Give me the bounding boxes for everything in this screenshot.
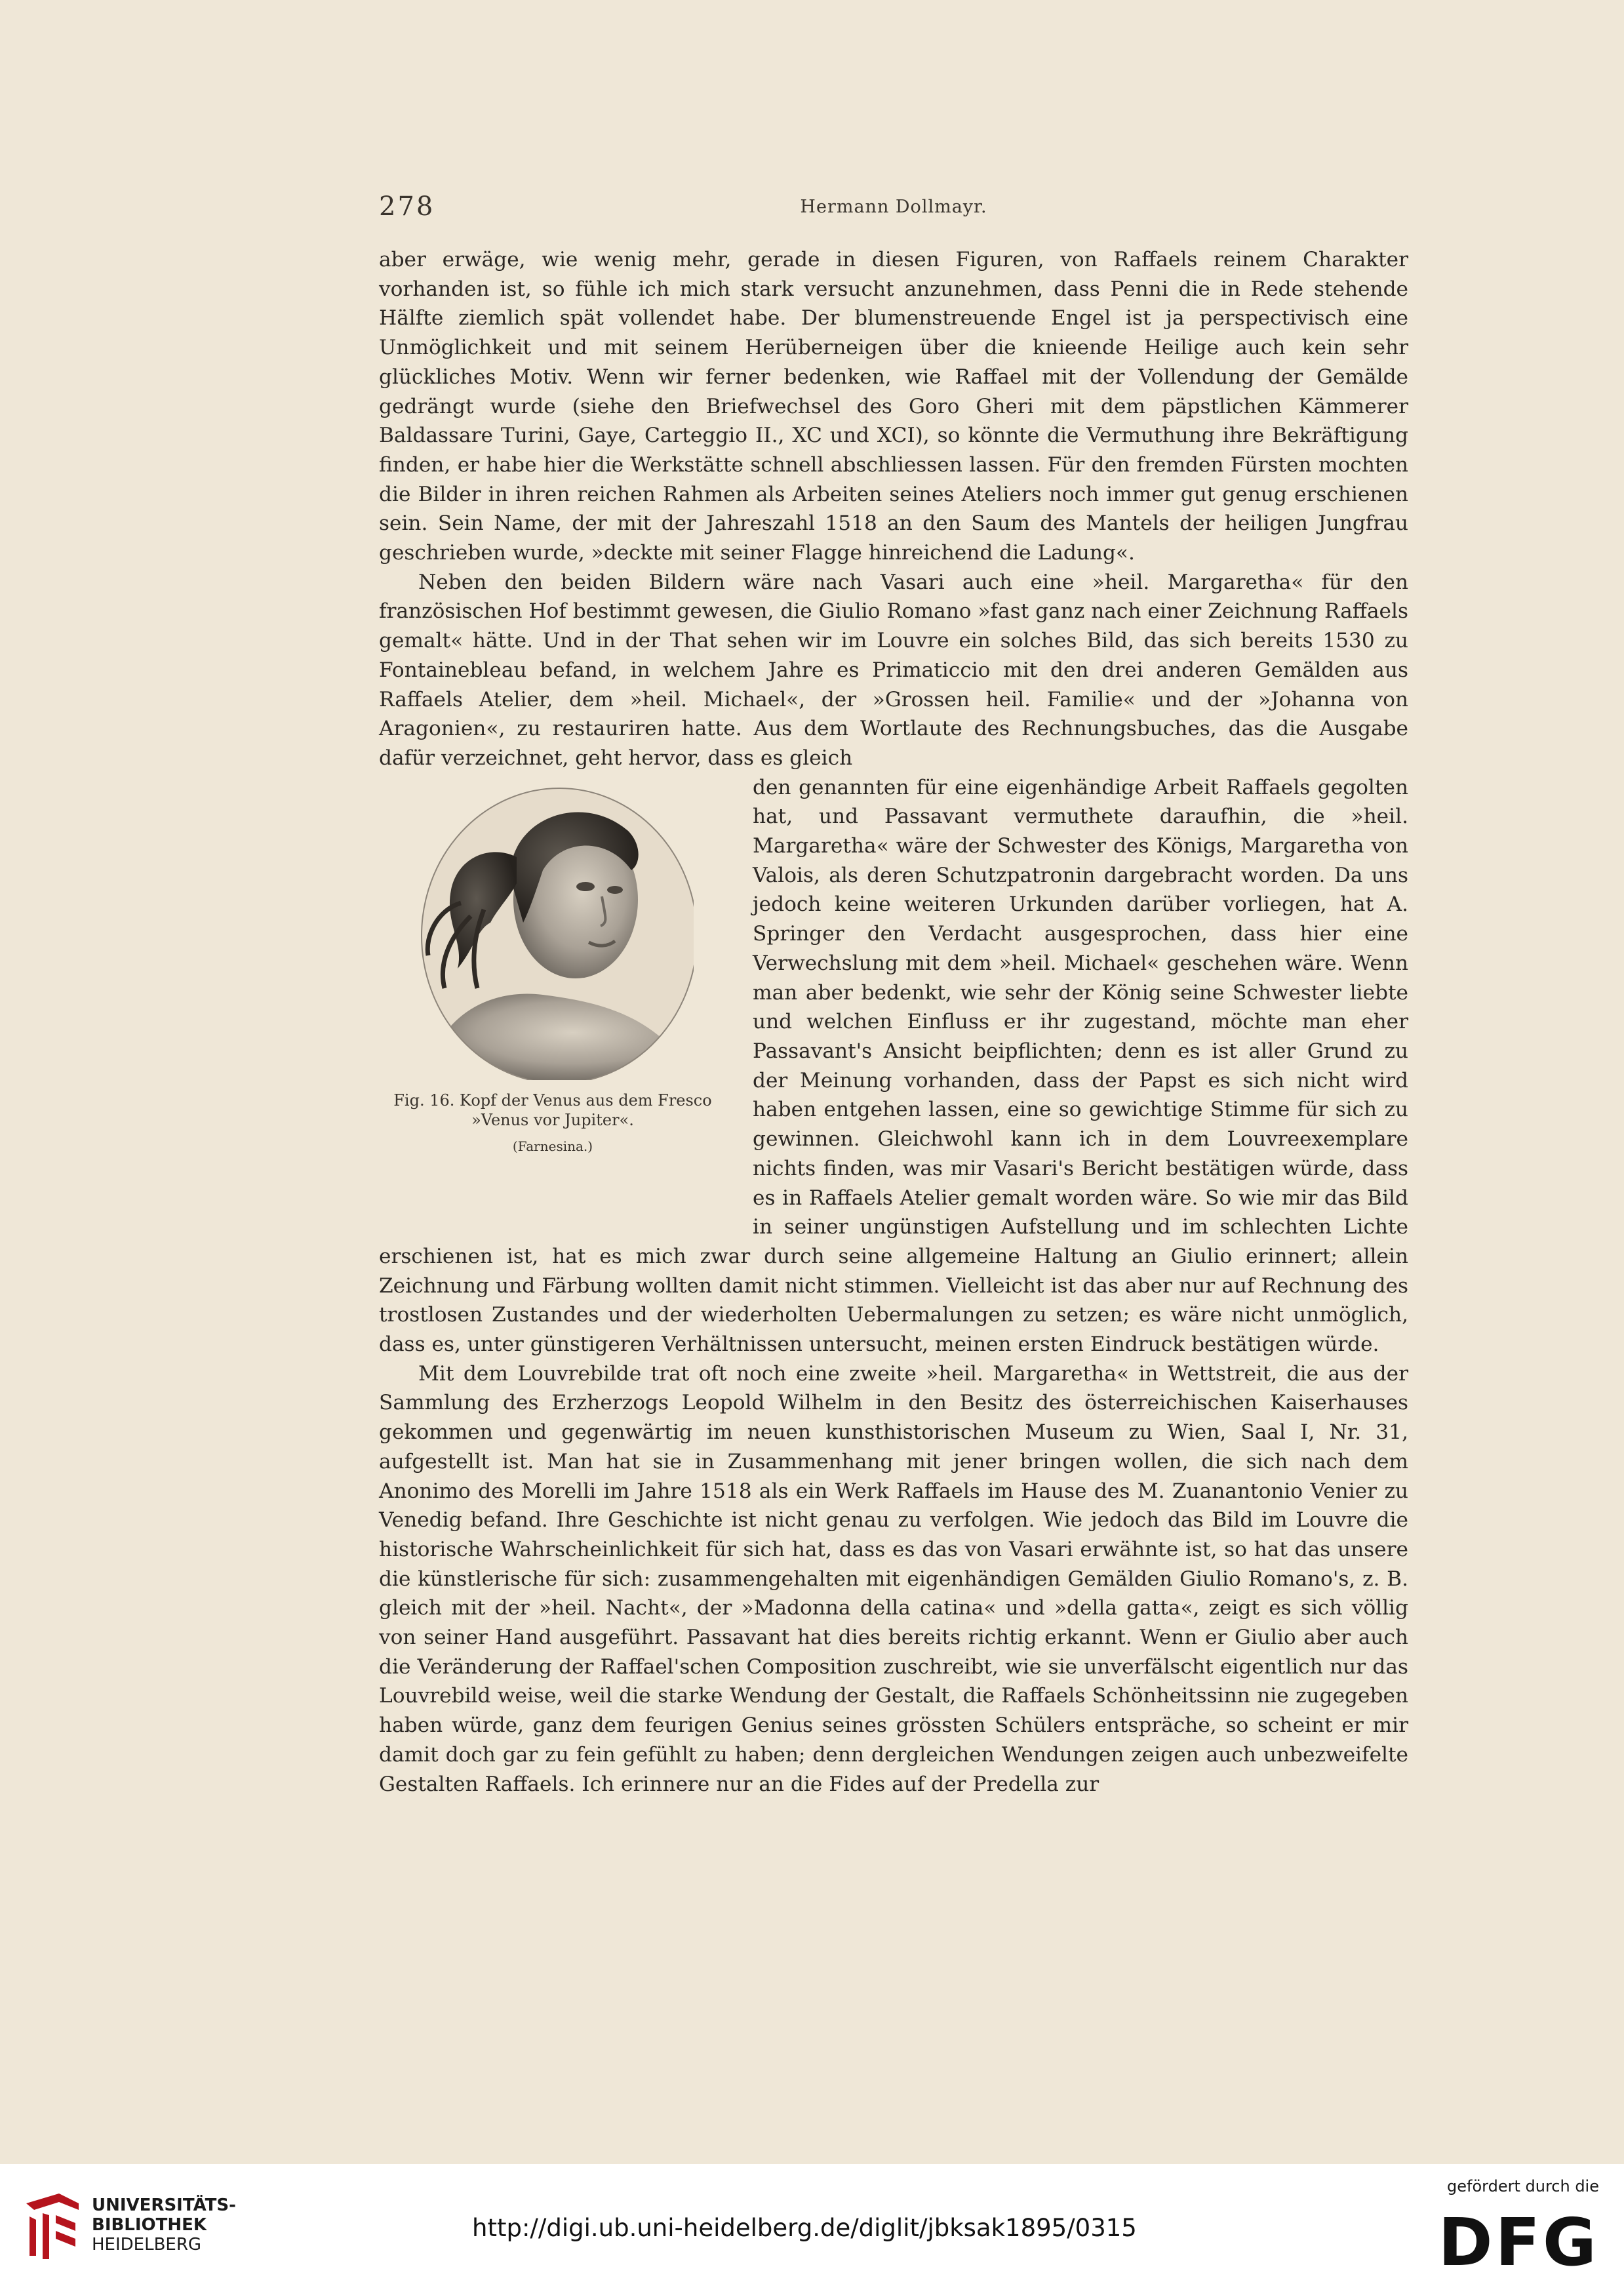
caption-line-1: Fig. 16. Kopf der Venus aus dem Fresco <box>393 1091 712 1110</box>
paragraph-4: Mit dem Louvrebilde trat oft noch eine zweite »heil. Margaretha« in Wettstreit, die aus der Sammlung des Erzherzogs Leopold Wilhelm in den Besitz des österreichischen Kaiserhauses gekommen und gegenwärtig im neuen kunsthistorischen Museum zu Wien, Saal I, Nr. 31, aufgestellt ist. Man hat sie in Zusammenhang mit jener bringen wollen, die sich nach dem Anonimo des Morelli im Jahre 1518 als ein Werk Raffaels im Hause des M. Zuanantonio Venier zu Venedig befand. Ihre Geschichte ist nicht genau zu verfolgen. Wie jedoch das Bild im Louvre die historische Wahrscheinlichkeit für sich hat, dass es das von Vasari erwähnte ist, so hat das unsere die künstlerische für sich: zusammengehalten mit eigenhändigen Gemälden Giulio Romano's, z. B. gleich mit der »heil. Nacht«, der »Madonna della catina« und »della gatta«, zeigt es sich völlig von seiner Hand ausgeführt. Passavant hat dies bereits richtig erkannt. Wenn er Giulio aber auch die Veränderung der Raffael'schen Composition zuschreibt, wie sie unverfälscht eigentlich nur das Louvrebild weise, weil die starke Wendung der Gestalt, die Raffaels Schönheitssinn nie zugegeben haben würde, ganz dem feurigen Genius seines grössten Schülers entspräche, so scheint er mir damit doch gar zu fein gefühlt zu haben; denn dergleichen Wendungen zeigen auch unbezweifelte Gestalten Raffaels. Ich erinnere nur an die Fides auf der Predella zur <box>379 1361 1408 1796</box>
paragraph-2: Neben den beiden Bildern wäre nach Vasari auch eine »heil. Margaretha« für den französischen Hof bestimmt gewesen, die Giulio Romano »fast ganz nach einer Zeichnung Raffaels gemalt« hätte. Und in der That sehen wir im Louvre ein solches Bild, das sich bereits 1530 zu Fontainebleau befand, in welchem Jahre es Primaticcio mit den drei anderen Gemälden aus Raffaels Atelier, dem »heil. Michael«, der »Grossen heil. Familie« und der »Johanna von Aragonien«, zu restauriren hatte. Aus dem Wortlaute des Rechnungsbuches, das die Ausgabe dafür verzeichnet, geht hervor, dass es gleich <box>379 570 1408 770</box>
library-name-line-2: BIBLIOTHEK <box>92 2215 207 2235</box>
caption-source: (Farnesina.) <box>512 1138 593 1154</box>
funded-by-label: gefördert durch die <box>1447 2177 1599 2195</box>
library-name-line-3: HEIDELBERG <box>92 2235 202 2254</box>
library-name[interactable] <box>92 2195 236 2254</box>
footer-bar <box>0 2164 1624 2284</box>
figure-16 <box>379 773 726 1226</box>
permalink[interactable]: http://digi.ub.uni-heidelberg.de/diglit/jbksak1895/0315 <box>472 2214 1137 2242</box>
running-head: Hermann Dollmayr. <box>800 197 987 217</box>
venus-head-illustration <box>412 778 694 1080</box>
university-library-logo-icon[interactable] <box>20 2190 85 2262</box>
paragraph-1: aber erwäge, wie wenig mehr, gerade in diesen Figuren, von Raffaels reinem Charakter vorhanden ist, so fühle ich mich stark versucht anzunehmen, dass Penni die in Rede stehende Hälfte ziemlich spät vollendet habe. Der blumenstreuende Engel ist ja perspectivisch eine Unmöglichkeit und mit seinem Herüberneigen über die knieende Heilige auch kein sehr glückliches Motiv. Wenn wir ferner bedenken, wie Raffael mit der Vollendung der Gemälde gedrängt wurde (siehe den Briefwechsel des Goro Gheri mit dem päpstlichen Kämmerer Baldassare Turini, Gaye, Carteggio II., XC und XCI), so könnte die Vermuthung ihre Bekräftigung finden, er habe hier die Werkstätte schnell abschliessen lassen. Für den fremden Fürsten mochten die Bilder in ihren reichen Rahmen als Arbeiten seines Ateliers noch immer gut genug erschienen sein. Sein Name, der mit der Jahreszahl 1518 an den Saum des Mantels der heiligen Jungfrau geschrieben wurde, »deckte mit seiner Flagge hinreichend die Ladung«. <box>379 248 1408 565</box>
caption-line-2: »Venus vor Jupiter«. <box>471 1110 634 1129</box>
dfg-logo[interactable]: DFG <box>1438 2204 1599 2281</box>
paragraph-3: den genannten für eine eigenhändige Arbeit Raffaels gegolten hat, und Passavant vermuthete daraufhin, die »heil. Margaretha« wäre der Schwester des Königs, Margaretha von Valois, als deren Schutzpatronin dargebracht worden. Da uns jedoch keine weiteren Urkunden darüber vorliegen, hat A. Springer den Verdacht ausgesprochen, dass hier eine Verwechslung mit dem »heil. Michael« geschehen wäre. Wenn man aber bedenkt, wie sehr der König seine Schwester liebte und welchen Einfluss er ihr zugestand, möchte man eher Passavant's Ansicht beipflichten; denn es ist aller Grund zu der Meinung vorhanden, dass der Papst es sich nicht wird haben entgehen lassen, eine so gewichtige Stimme für sich zu gewinnen. Gleichwohl kann ich in dem Louvreexemplare nichts finden, was mir Vasari's Bericht bestätigen würde, dass es in Raffaels Atelier gemalt worden wäre. So wie mir das Bild in seiner ungünstigen Aufstellung und im schlechten Lichte erschienen ist, hat es mich zwar durch seine allgemeine Haltung an Giulio erinnert; allein Zeichnung und Färbung wollten damit nicht stimmen. Vielleicht ist das aber nur auf Rechnung des trostlosen Zustandes und der wiederholten Uebermalungen zu setzen; es wäre nicht unmöglich, dass es, unter günstigeren Verhältnissen untersucht, meinen ersten Eindruck bestätigen würde. <box>379 775 1408 1357</box>
page-header <box>379 191 1408 224</box>
page-number: 278 <box>379 191 435 222</box>
figure-caption <box>379 1091 726 1156</box>
library-name-line-1: UNIVERSITÄTS- <box>92 2195 236 2215</box>
body-text <box>379 245 1408 1799</box>
